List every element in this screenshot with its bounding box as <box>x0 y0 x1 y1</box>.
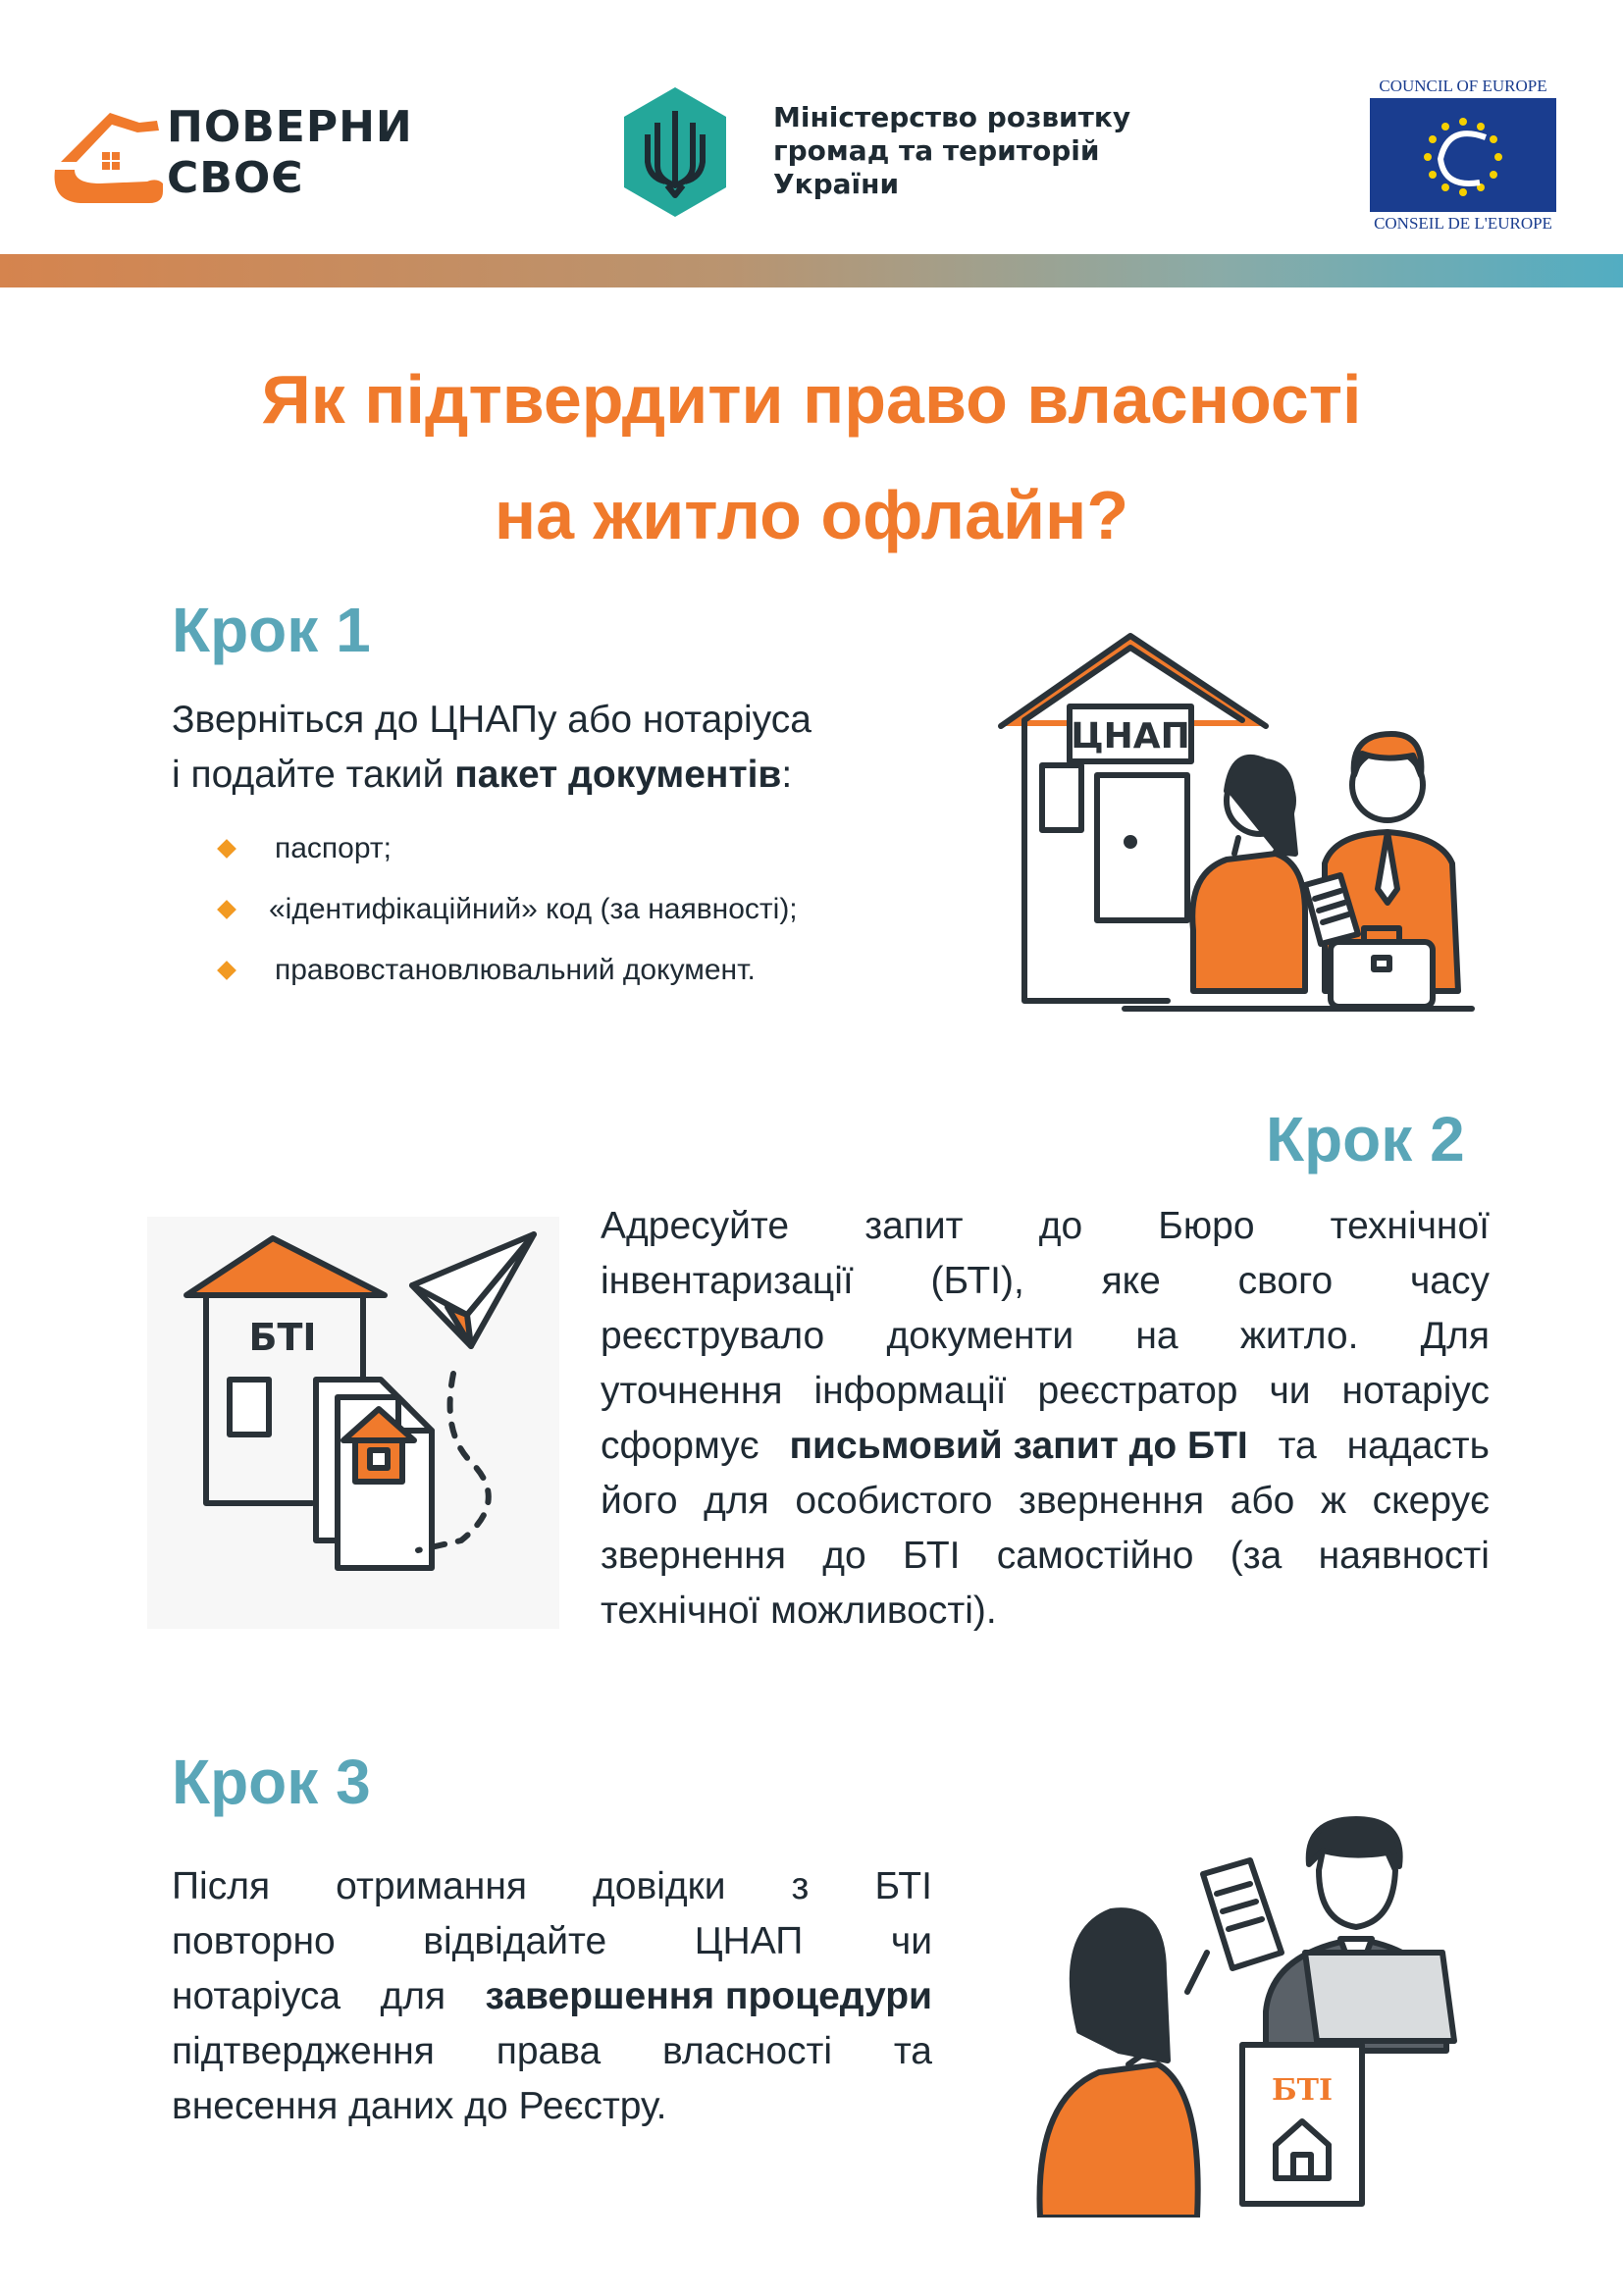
word: Бюро <box>1158 1205 1255 1247</box>
step1-text-bold: пакет документів <box>454 754 782 796</box>
list-item <box>214 829 798 868</box>
cnap-sign: ЦНАП <box>1071 716 1190 757</box>
header-divider <box>0 254 1623 287</box>
word: надасть <box>1346 1425 1490 1467</box>
coe-caption-bottom: CONSEIL DE L'EUROPE <box>1374 214 1552 233</box>
page-title-line2: на житло офлайн? <box>494 477 1129 553</box>
word: для <box>380 1975 446 2017</box>
word: Адресуйте <box>601 1205 790 1247</box>
word: чи <box>1269 1370 1311 1412</box>
word: звернення <box>601 1535 786 1577</box>
word: на <box>1135 1315 1178 1357</box>
bold-phrase: письмовий запит до БТІ <box>789 1425 1248 1467</box>
word: наявності <box>1318 1535 1490 1577</box>
bti-doc-label: БТІ <box>1272 2073 1333 2108</box>
step1-heading: Крок 1 <box>172 595 371 665</box>
bti-consultation-illustration <box>1011 1805 1472 2218</box>
step2-line <box>601 1309 1490 1364</box>
word: свого <box>1237 1260 1334 1302</box>
step3-text <box>172 1859 932 2134</box>
list-item-text: «ідентифікаційний» код (за наявності); <box>269 893 798 925</box>
word: звернення <box>1019 1480 1205 1522</box>
step3-line <box>172 1969 932 2024</box>
word: Для <box>1420 1315 1490 1357</box>
page-title-line1: Як підтвердити право власності <box>261 361 1362 438</box>
word: Після <box>172 1865 271 1907</box>
step2-line <box>601 1529 1490 1584</box>
hands-house-icon <box>41 93 179 211</box>
ministry-name-line2: громад та територій <box>773 134 1100 167</box>
word: отримання <box>336 1865 527 1907</box>
list-item-text: паспорт; <box>275 832 392 864</box>
ministry-name-line3: України <box>773 168 900 200</box>
word: ЦНАП <box>694 1920 804 1962</box>
word: технічної <box>1330 1205 1490 1247</box>
word: та <box>893 2030 932 2072</box>
word: права <box>496 2030 602 2072</box>
step1-text-pre: і подайте такий <box>172 754 455 796</box>
step1-text-post: : <box>781 754 793 796</box>
list-item <box>214 890 798 929</box>
word: часу <box>1409 1260 1490 1302</box>
step3-heading: Крок 3 <box>172 1747 371 1817</box>
step1-document-list <box>214 829 798 990</box>
brand-logo <box>41 93 414 211</box>
brand-name-line2: СВОЄ <box>167 153 304 203</box>
step1-text-line1: Зверніться до ЦНАПу або нотаріуса <box>172 699 812 741</box>
word: до <box>1038 1205 1083 1247</box>
bold-phrase: завершення процедури <box>485 1975 932 2017</box>
step2-line <box>601 1364 1490 1419</box>
word: яке <box>1101 1260 1161 1302</box>
word: з <box>791 1865 810 1907</box>
word: до <box>822 1535 866 1577</box>
bti-sign: БТІ <box>248 1316 317 1359</box>
diamond-bullet-icon <box>217 961 236 980</box>
step2-text <box>601 1199 1490 1639</box>
step1-text-line2 <box>172 748 957 803</box>
word: інформації <box>813 1370 1007 1412</box>
word: уточнення <box>601 1370 783 1412</box>
word: житло. <box>1239 1315 1359 1357</box>
word: БТІ <box>874 1865 932 1907</box>
step3-line <box>172 1859 932 1914</box>
step2-line <box>601 1474 1490 1529</box>
word: реєструвало <box>601 1315 825 1357</box>
council-of-europe-logo <box>1370 77 1556 232</box>
word: підтвердження <box>172 2030 435 2072</box>
word: довідки <box>593 1865 726 1907</box>
step3-line <box>172 2024 932 2079</box>
word: скерує <box>1372 1480 1490 1522</box>
diamond-bullet-icon <box>217 900 236 919</box>
word: нотаріуса <box>172 1975 341 2017</box>
step2-line <box>601 1419 1490 1474</box>
word: чи <box>890 1920 932 1962</box>
word: реєстратор <box>1037 1370 1238 1412</box>
step2-last-line: технічної можливості). <box>601 1590 997 1632</box>
word: або <box>1230 1480 1295 1522</box>
word: (за <box>1230 1535 1283 1577</box>
coe-caption-top: COUNCIL OF EUROPE <box>1379 77 1547 95</box>
word: нотаріус <box>1341 1370 1490 1412</box>
ministry-logo <box>616 83 1166 226</box>
word: його <box>601 1480 678 1522</box>
word: самостійно <box>996 1535 1194 1577</box>
list-item-text: правовстановлювальний документ. <box>275 954 756 986</box>
word: документи <box>886 1315 1074 1357</box>
diamond-bullet-icon <box>217 839 236 859</box>
word: для <box>704 1480 769 1522</box>
word: власності <box>662 2030 833 2072</box>
word: сформує <box>601 1425 759 1467</box>
list-item <box>214 951 798 990</box>
cnap-office-illustration <box>981 618 1492 1020</box>
step2-line <box>601 1199 1490 1254</box>
word: та <box>1278 1425 1317 1467</box>
word: повторно <box>172 1920 336 1962</box>
step2-line <box>601 1254 1490 1309</box>
word: (БТІ), <box>930 1260 1024 1302</box>
word: БТІ <box>902 1535 961 1577</box>
word: інвентаризації <box>601 1260 854 1302</box>
bti-request-illustration <box>147 1217 559 1629</box>
trident-emblem-icon <box>616 83 734 221</box>
step3-line <box>172 1914 932 1969</box>
word: відвідайте <box>423 1920 607 1962</box>
brand-name-line1: ПОВЕРНИ <box>167 102 413 152</box>
eu-stars-flag-icon <box>1370 98 1556 212</box>
word: особистого <box>795 1480 993 1522</box>
step3-last-line: внесення даних до Реєстру. <box>172 2085 667 2127</box>
step1-text <box>172 693 957 803</box>
ministry-name-line1: Міністерство розвитку <box>773 101 1131 133</box>
word: запит <box>864 1205 964 1247</box>
step2-heading: Крок 2 <box>1266 1104 1465 1174</box>
word: ж <box>1320 1480 1347 1522</box>
